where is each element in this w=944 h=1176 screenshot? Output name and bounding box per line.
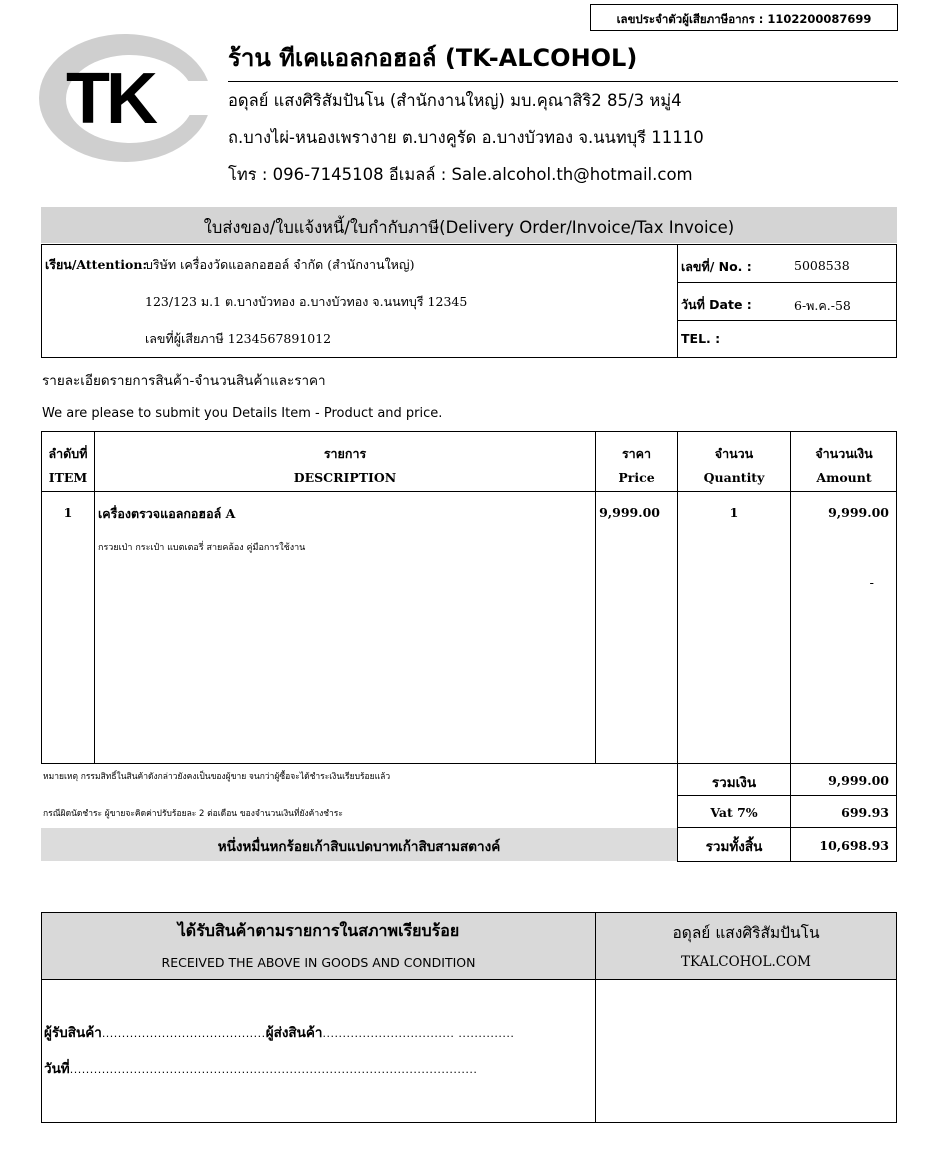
- row-description: เครื่องตรวจแอลกอฮอล์ A: [98, 506, 236, 521]
- logo-text: TK: [66, 59, 154, 139]
- customer-tax-id: เลขที่ผู้เสียภาษี 1234567891012: [145, 331, 332, 346]
- document-title-bar: [41, 207, 897, 243]
- doc-no-value: 5008538: [794, 258, 850, 273]
- row-price: 9,999.00: [599, 505, 660, 520]
- subtotal-value: 9,999.00: [828, 773, 889, 788]
- shop-header-rule: [228, 81, 898, 82]
- subtotal-label: รวมเงิน: [711, 775, 757, 791]
- doc-date-value: 6-พ.ค.-58: [794, 298, 851, 313]
- amount-in-words: หนึ่งหมื่นหกร้อยเก้าสิบแปดบาทเก้าสิบสามสตางค์: [217, 839, 501, 855]
- shop-name: ร้าน ทีเคแอลกอฮอล์ (TK-ALCOHOL): [228, 44, 638, 72]
- items-table: [41, 431, 897, 764]
- receipt-box: [41, 912, 897, 1123]
- row-quantity: 1: [729, 505, 739, 520]
- note-ownership: หมายเหตุ กรรมสิทธิ์ในสินค้าดังกล่าวยังคงเป็นของผู้ขาย จนกว่าผู้ซื้อจะได้ชำระเงินเรียบร้อยแล้ว: [43, 772, 391, 782]
- tax-id-text: เลขประจำตัวผู้เสียภาษีอากร : 1102200087699: [616, 12, 872, 26]
- row-item-number: 1: [63, 505, 73, 520]
- header-quantity-th: จำนวน: [714, 446, 754, 461]
- header-description-en: DESCRIPTION: [293, 470, 397, 485]
- header-description-th: รายการ: [323, 446, 367, 461]
- header-amount: [791, 442, 897, 490]
- shop-address-line1: อดุลย์ แสงศิริสัมปันโน (สำนักงานใหญ่) มบ.คุณาสิริ2 85/3 หมู่4: [228, 91, 682, 110]
- amount-in-words-bar: [41, 828, 677, 861]
- header-amount-th: จำนวนเงิน: [815, 446, 873, 461]
- row-extra-mark: -: [869, 575, 874, 590]
- receipt-heading-thai: ได้รับสินค้าตามรายการในสภาพเรียบร้อย: [177, 921, 460, 940]
- row-sub-description: กรวยเป่า กระเป๋า แบตเตอรี่ สายคล้อง คู่มือการใช้งาน: [98, 543, 306, 553]
- doc-no-label: เลขที่/ No. :: [681, 259, 752, 274]
- detail-english: We are please to submit you Details Item - Product and price.: [42, 406, 443, 421]
- note-penalty: กรณีผิดนัดชำระ ผู้ขายจะคิดค่าปรับร้อยละ 2 ต่อเดือน ของจำนวนเงินที่ยังค้างชำระ: [43, 809, 343, 819]
- shop-address-line2: ถ.บางไผ่-หนองเพรางาย ต.บางคูรัด อ.บางบัวทอง จ.นนทบุรี 11110: [228, 128, 704, 147]
- shop-contact: โทร : 096-7145108 อีเมลล์ : Sale.alcohol.th@hotmail.com: [228, 165, 693, 184]
- doc-tel-label: TEL. :: [681, 331, 721, 346]
- company-logo: [36, 31, 214, 165]
- totals-box: [677, 763, 897, 862]
- header-description: [95, 442, 595, 490]
- document-title: ใบส่งของ/ใบแจ้งหนี้/ใบกำกับภาษี(Delivery Order/Invoice/Tax Invoice): [203, 218, 735, 237]
- row-amount: 9,999.00: [828, 505, 889, 520]
- receipt-company-name: อดุลย์ แสงศิริสัมปันโน: [672, 924, 820, 942]
- header-item: [42, 442, 94, 490]
- header-price-en: Price: [618, 470, 655, 485]
- vat-label: Vat 7%: [710, 805, 758, 820]
- customer-address: 123/123 ม.1 ต.บางบัวทอง อ.บางบัวทอง จ.นนทบุรี 12345: [145, 294, 468, 309]
- receipt-heading-english: RECEIVED THE ABOVE IN GOODS AND CONDITION: [161, 955, 476, 970]
- customer-name: บริษัท เครื่องวัดแอลกอฮอล์ จำกัด (สำนักงานใหญ่): [145, 257, 415, 272]
- receipt-company-site: TKALCOHOL.COM: [681, 954, 811, 970]
- sender-label: ผู้ส่งสินค้า: [265, 1025, 323, 1041]
- header-amount-en: Amount: [816, 470, 872, 485]
- vat-value: 699.93: [841, 805, 889, 820]
- header-item-en: ITEM: [48, 470, 88, 485]
- header-price: [596, 442, 677, 490]
- grand-total-label: รวมทั้งสิ้น: [705, 839, 763, 855]
- header-quantity: [678, 442, 790, 490]
- receipt-date-line: [44, 1057, 477, 1079]
- header-item-th: ลำดับที่: [48, 446, 88, 461]
- header-price-th: ราคา: [621, 446, 652, 461]
- receiver-signature: [44, 1021, 514, 1043]
- receipt-date-dots: ......................................................................................................: [69, 1063, 478, 1076]
- doc-date-label: วันที่ Date :: [681, 297, 752, 312]
- attention-label: เรียน/Attention:: [45, 257, 148, 272]
- receiver-label: ผู้รับสินค้า: [44, 1025, 102, 1041]
- detail-thai: รายละเอียดรายการสินค้า-จำนวนสินค้าและราคา: [42, 373, 326, 389]
- receipt-date-label: วันที่: [44, 1061, 70, 1077]
- sender-dots: ................................. ..............: [322, 1027, 515, 1040]
- customer-info-box: [41, 244, 897, 358]
- grand-total-value: 10,698.93: [819, 838, 889, 853]
- header-quantity-en: Quantity: [703, 470, 765, 485]
- receiver-dots: .........................................: [101, 1027, 266, 1040]
- tax-id-box: [590, 4, 898, 31]
